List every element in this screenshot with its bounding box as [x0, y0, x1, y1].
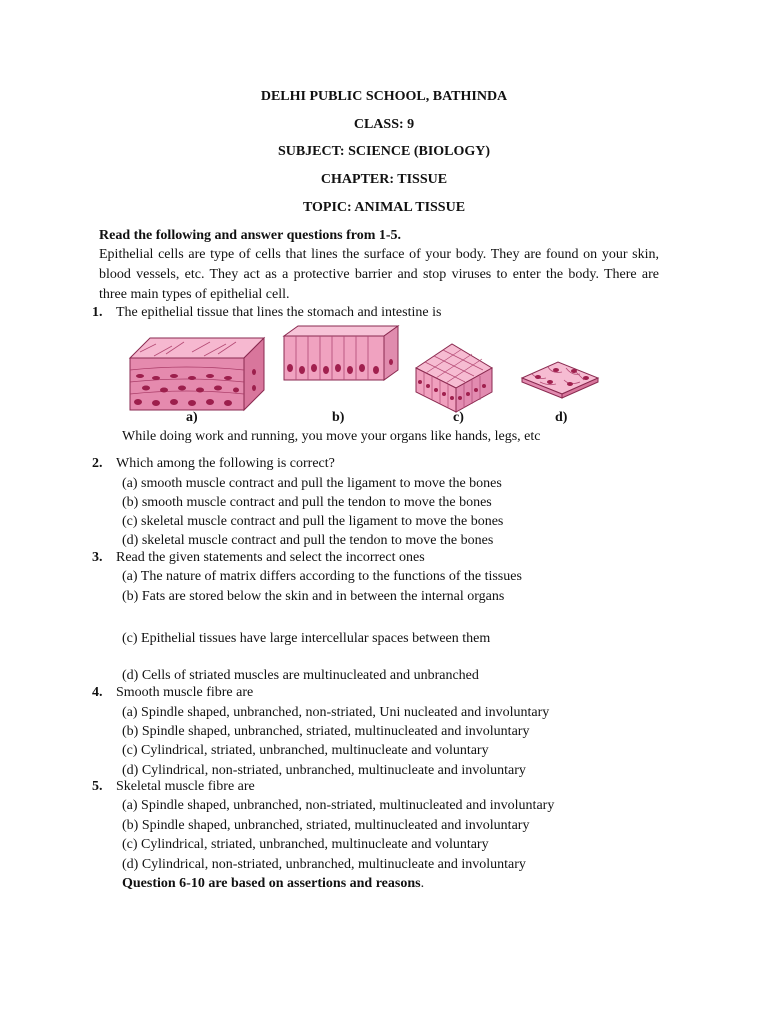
q4-option-d: (d) Cylindrical, non-striated, unbranched, multinucleate and involuntary [122, 763, 526, 778]
q5-option-a: (a) Spindle shaped, unbranched, non-striated, multinucleated and involuntary [122, 798, 555, 813]
q3-option-d: (d) Cells of striated muscles are multinucleated and unbranched [122, 668, 479, 683]
topic-heading: TOPIC: ANIMAL TISSUE [302, 200, 466, 215]
q2-option-a: (a) smooth muscle contract and pull the ligament to move the bones [122, 476, 502, 491]
assertion-note [122, 876, 424, 892]
q2-option-b: (b) smooth muscle contract and pull the tendon to move the bones [122, 495, 492, 510]
chapter-heading: CHAPTER: TISSUE [320, 172, 448, 187]
q5-text: Skeletal muscle fibre are [116, 779, 255, 794]
subject-heading: SUBJECT: SCIENCE (BIOLOGY) [277, 144, 491, 159]
school-name: DELHI PUBLIC SCHOOL, BATHINDA [260, 89, 508, 104]
q4-number: 4. [92, 685, 103, 700]
instruction-text: Read the following and answer questions from 1-5. [99, 228, 402, 243]
figure-label-d: d) [555, 410, 568, 425]
q1-note: While doing work and running, you move your organs like hands, legs, etc [122, 429, 541, 444]
passage-text: Epithelial cells are type of cells that lines the surface of your body. They are found on your skin, blood vessels, etc. They act as a protective barrier and stop viruses to enter the body. There are three main types of epithelial cell. [99, 247, 659, 302]
tissue-figure-b [280, 322, 402, 384]
tissue-figure-a [126, 332, 266, 412]
q5-option-b: (b) Spindle shaped, unbranched, striated, multinucleated and involuntary [122, 818, 530, 833]
q4-text: Smooth muscle fibre are [116, 685, 254, 700]
q3-text: Read the given statements and select the incorrect ones [116, 550, 425, 565]
q2-option-c: (c) skeletal muscle contract and pull the ligament to move the bones [122, 514, 504, 529]
figure-label-a: a) [186, 410, 198, 425]
q5-option-c: (c) Cylindrical, striated, unbranched, multinucleate and voluntary [122, 837, 489, 852]
q5-option-d: (d) Cylindrical, non-striated, unbranched, multinucleate and involuntary [122, 857, 526, 872]
q5-number: 5. [92, 779, 103, 794]
q2-text: Which among the following is correct? [116, 456, 335, 471]
figure-label-c: c) [453, 410, 464, 425]
q2-number: 2. [92, 456, 103, 471]
q4-option-c: (c) Cylindrical, striated, unbranched, multinucleate and voluntary [122, 743, 489, 758]
q3-number: 3. [92, 550, 103, 565]
q2-option-d: (d) skeletal muscle contract and pull the tendon to move the bones [122, 533, 494, 548]
figure-label-b: b) [332, 410, 345, 425]
q1-number: 1. [92, 305, 103, 320]
q3-option-b: (b) Fats are stored below the skin and in between the internal organs [122, 589, 505, 604]
q4-option-b: (b) Spindle shaped, unbranched, striated, multinucleated and involuntary [122, 724, 530, 739]
assertion-note-text: Question 6-10 are based on assertions and reasons [122, 876, 421, 891]
q3-option-a: (a) The nature of matrix differs according to the functions of the tissues [122, 569, 522, 584]
q1-text: The epithelial tissue that lines the stomach and intestine is [116, 305, 442, 320]
assertion-note-period: . [420, 876, 425, 891]
tissue-figure-c [412, 340, 496, 414]
tissue-figure-d [518, 358, 602, 400]
class-heading: CLASS: 9 [353, 117, 415, 132]
q4-option-a: (a) Spindle shaped, unbranched, non-striated, Uni nucleated and involuntary [122, 705, 550, 720]
q3-option-c: (c) Epithelial tissues have large intercellular spaces between them [122, 631, 491, 646]
